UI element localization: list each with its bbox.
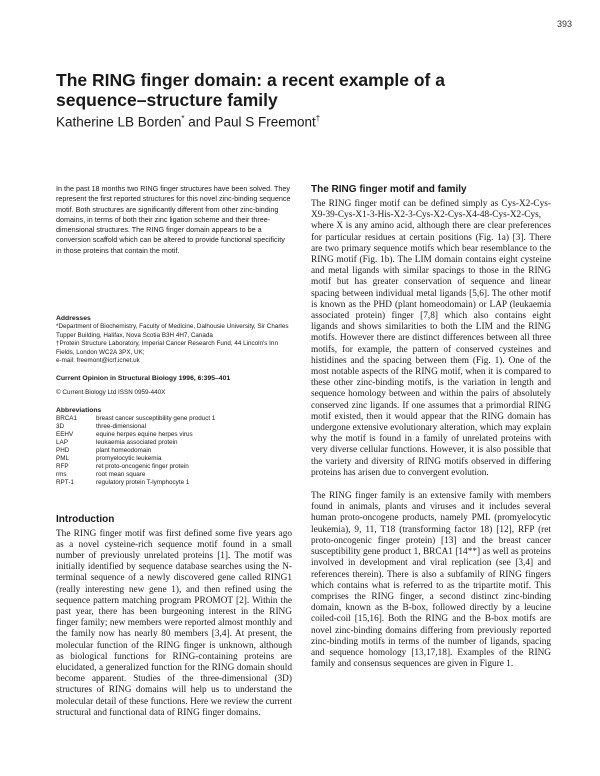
abbreviation-row <box>56 423 215 431</box>
introduction-heading: Introduction <box>56 513 115 525</box>
abbreviation-term: LAP <box>56 438 68 446</box>
title-line-1: The RING finger domain: a recent example of a <box>56 70 445 90</box>
right-column <box>311 184 551 670</box>
motif-paragraph-1: The RING finger motif can be defined simply as Cys-X2-Cys-X9-39-Cys-X1-3-His-X2-3-Cys-X2-Cys-X4-48-Cys-X2-Cys, where X is any amino acid, although there are clear preferences for particular residues at certain positions (Fig. 1a) [3]. There are two primary sequence motifs which bear resemblance to the RING motif (Fig. 1b). The LIM domain contains eight cysteine and metal ligands with similar spacings to those in the RING motif but has greater conservation of sequence and linear spacing between individual metal ligands [5,6]. The other motif is known as the PHD (plant homeodomain) or LAP (leukaemia associated protein) finger [7,8] which also contains eight ligands and shows similarities to both the LIM and the RING motifs. However there are distinct differences between all three motifs, for example, the pattern of conserved cysteines and histidines and the spacing between them (Fig. 1). One of the most notable aspects of the RING motif, when it is compared to these other zinc-binding motifs, is the variation in length and sequence homology between and within the pairs of absolutely conserved zinc ligands. If one assumes that a primordial RING motif existed, then it would appear that the RING domain has undergone extensive evolutionary alteration, which may explain why the motif is found in a family of unrelated proteins with very diverse cellular functions. However, it is also possible that the variety and diversity of RING motifs observed in differing proteins has arisen due to convergent evolution. <box>311 199 551 478</box>
address-email: e-mail: freemont@icrf.icnet.uk <box>56 357 140 365</box>
introduction-section <box>56 514 292 719</box>
abstract: In the past 18 months two RING finger structures have been solved. They represent the first reported structures for this novel zinc-binding sequence motif. Both structures are significantly different from other zinc-binding domains, in terms of both their zinc ligation scheme and their three-dimensional structures. The RING finger domain appears to be a conversion scaffold which can be altered to provide functional specificity in those proteins that contain the motif. <box>56 184 291 255</box>
abbreviation-term: PML <box>56 454 69 462</box>
author-2: Paul S Freemont <box>214 114 316 130</box>
author-joiner: and <box>184 114 215 130</box>
abbreviation-definition: promyelocytic leukemia <box>96 454 162 462</box>
abbreviation-definition: root mean square <box>96 470 146 478</box>
introduction-body <box>56 529 292 719</box>
motif-body <box>311 199 551 670</box>
abbreviation-row <box>56 471 215 479</box>
abbreviation-row <box>56 463 215 471</box>
page-number: 393 <box>556 19 572 29</box>
title-line-2: sequence–structure family <box>56 90 278 110</box>
abbreviation-row <box>56 479 215 487</box>
abbreviation-term: 3D <box>56 422 65 430</box>
abbreviation-row <box>56 415 215 423</box>
left-column <box>56 184 292 719</box>
abbreviation-definition: three-dimensional <box>96 422 147 430</box>
journal-citation: Current Opinion in Structural Biology 1996, 6:395–401 <box>56 375 231 383</box>
abbreviation-definition: equine herpes equine herpes virus <box>96 430 193 438</box>
abbreviations-heading: Abbreviations <box>56 406 102 414</box>
addresses-heading: Addresses <box>56 315 91 323</box>
article-title <box>56 70 556 110</box>
abbreviation-term: RFP <box>56 462 69 470</box>
address-1: *Department of Biochemistry, Faculty of Medicine, Dalhousie University, Sir Charles Tupper Building, Halifax, Nova Scotia B3H 4H7, Canada <box>56 323 289 339</box>
author-2-mark: † <box>315 114 321 123</box>
abbreviation-definition: leukaemia associated protein <box>96 438 178 446</box>
abbreviation-row <box>56 447 215 455</box>
abbreviation-row <box>56 439 215 447</box>
abbreviation-term: RPT-1 <box>56 478 74 486</box>
abbreviations-block <box>56 406 292 487</box>
motif-paragraph-2: The RING finger family is an extensive family with members found in animals, plants and viruses and it includes several human proto-oncogene products, namely PML (promyelocytic leukemia), 9, 11, T18 (transforming factor 18) [12], RFP (ret proto-oncogenic finger protein) [13] and the breast cancer susceptibility gene product 1, BRCA1 [14**] as well as proteins involved in development and viral replication (see [3,4] and references therein). There is also a subfamily of RING fingers which contains what is referred to as the tripartite motif. This comprises the RING finger, a second distinct zinc-binding domain, known as the B-box, followed directly by a leucine coiled-coil [15,16]. Both the RING and the B-box motifs are novel zinc-binding domains differing from previously reported zinc-binding motifs in terms of the number of ligands, spacing and sequence homology [13,17,18]. Examples of the RING family and consensus sequences are given in Figure 1. <box>311 491 551 670</box>
abbreviation-term: rms <box>56 470 67 478</box>
abbreviation-row <box>56 455 215 463</box>
author-1: Katherine LB Borden <box>56 114 182 130</box>
author-1-mark: * <box>181 114 185 123</box>
address-2: †Protein Structure Laboratory, Imperial Cancer Research Fund, 44 Lincoln's Inn Fields, London WC2A 3PX, UK; <box>56 340 278 356</box>
abbreviation-term: PHD <box>56 446 70 454</box>
copyright: © Current Biology Ltd ISSN 0959-440X <box>56 389 166 397</box>
abbreviation-term: BRCA1 <box>56 414 77 422</box>
introduction-paragraph: The RING finger motif was first defined some five years ago as a novel cysteine-rich sequence motif found in a small number of previously unrelated proteins [1]. The motif was initially identified by sequence database searches using the N-terminal sequence of a newly discovered gene called RING1 (really interesting new gene 1), and then refined using the sequence pattern matching program PROMOT [2]. Within the past year, there has been burgeoning interest in the RING finger family; new members were reported almost monthly and the family now has nearly 80 members [3,4]. At present, the molecular function of the RING finger is unknown, although as biological functions for RING-containing proteins are elucidated, a generalized function for the RING domain should become apparent. Studies of the three-dimensional (3D) structures of RING domains will help us to understand the molecular detail of these functions. Here we review the current structural and functional data of RING finger domains. <box>56 528 292 718</box>
abbreviation-definition: breast cancer susceptibility gene product 1 <box>96 414 216 422</box>
abbreviation-definition: regulatory protein T-lymphocyte 1 <box>96 478 190 486</box>
abbreviations-table <box>56 415 215 487</box>
authors <box>56 111 320 131</box>
abbreviation-definition: ret proto-oncogenic finger protein <box>96 462 189 470</box>
addresses-block <box>56 314 292 366</box>
abbreviation-definition: plant homeodomain <box>96 446 152 454</box>
abbreviation-term: EEHV <box>56 430 74 438</box>
motif-heading: The RING finger motif and family <box>311 184 467 195</box>
abbreviation-row <box>56 431 215 439</box>
